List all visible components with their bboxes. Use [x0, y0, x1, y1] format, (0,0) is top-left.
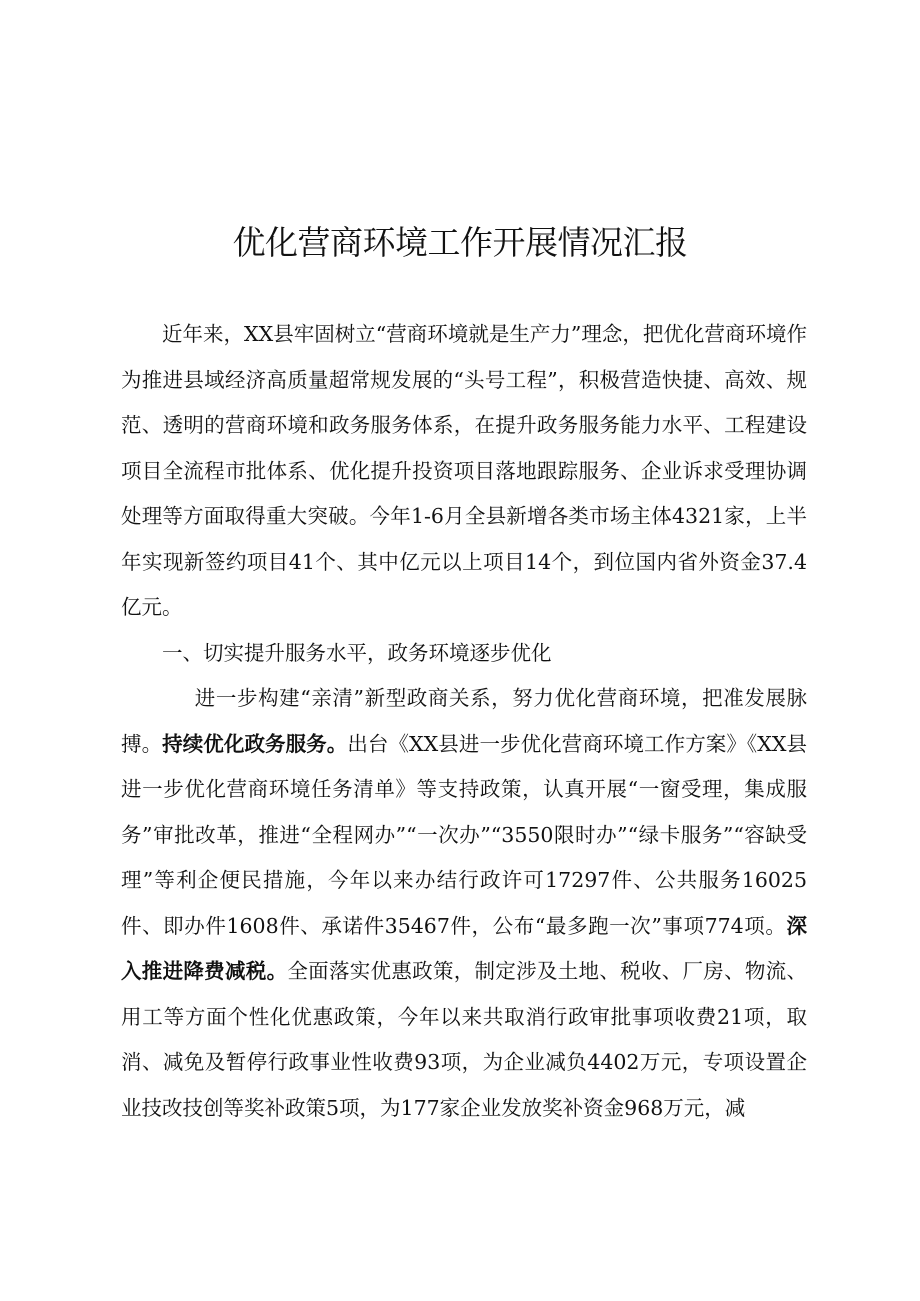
section-1-continued-text: 全面落实优惠政策，制定涉及土地、税收、厂房、物流、用工等方面个性化优惠政策，今年以来共取消行政审批事项收费21项，取消、减免及暂停行政事业性收费93项，为企业减负4402万元，专项设置企业技改技创等奖补政策5项，为177家企业发放奖补资金968万元，减 [121, 959, 807, 1120]
section-1-heading: 一、切实提升服务水平，政务环境逐步优化 [162, 640, 552, 665]
section-1-body-text: 出台《XX县进一步优化营商环境工作方案》《XX县进一步优化营商环境任务清单》等支持政策，认真开展“一窗受理，集成服务”审批改革，推进“全程网办”“一次办”“3550限时办”“绿卡服务”“容缺受理”等利企便民措施，今年以来办结行政许可17297件、公共服务16025件、即办件1608件、承诺件35467件，公布“最多跑一次”事项774项。 [121, 731, 808, 938]
bold-phrase-fee-tax-reduction: 深入推进降费减税。 [121, 913, 807, 983]
document-title: 优化营商环境工作开展情况汇报 [232, 223, 688, 262]
section-1-intro-text: 进一步构建“亲清”新型政商关系，努力优化营商环境，把准发展脉搏。 [121, 686, 807, 756]
bold-phrase-government-services: 持续优化政务服务。 [162, 731, 348, 756]
intro-paragraph: 近年来，XX县牢固树立“营商环境就是生产力”理念，把优化营商环境作为推进县域经济高质量超常规发展的“头号工程”，积极营造快捷、高效、规范、透明的营商环境和政务服务体系，在提升政务服务能力水平、工程建设项目全流程市批体系、优化提升投资项目落地跟踪服务、企业诉求受理协调处理等方面取得重大突破。今年1-6月全县新增各类市场主体4321家，上半年实现新签约项目41个、其中亿元以上项目14个，到位国内省外资金37.4亿元。 [121, 322, 807, 619]
document-body [121, 312, 807, 1131]
section-1-paragraph [121, 676, 807, 1131]
